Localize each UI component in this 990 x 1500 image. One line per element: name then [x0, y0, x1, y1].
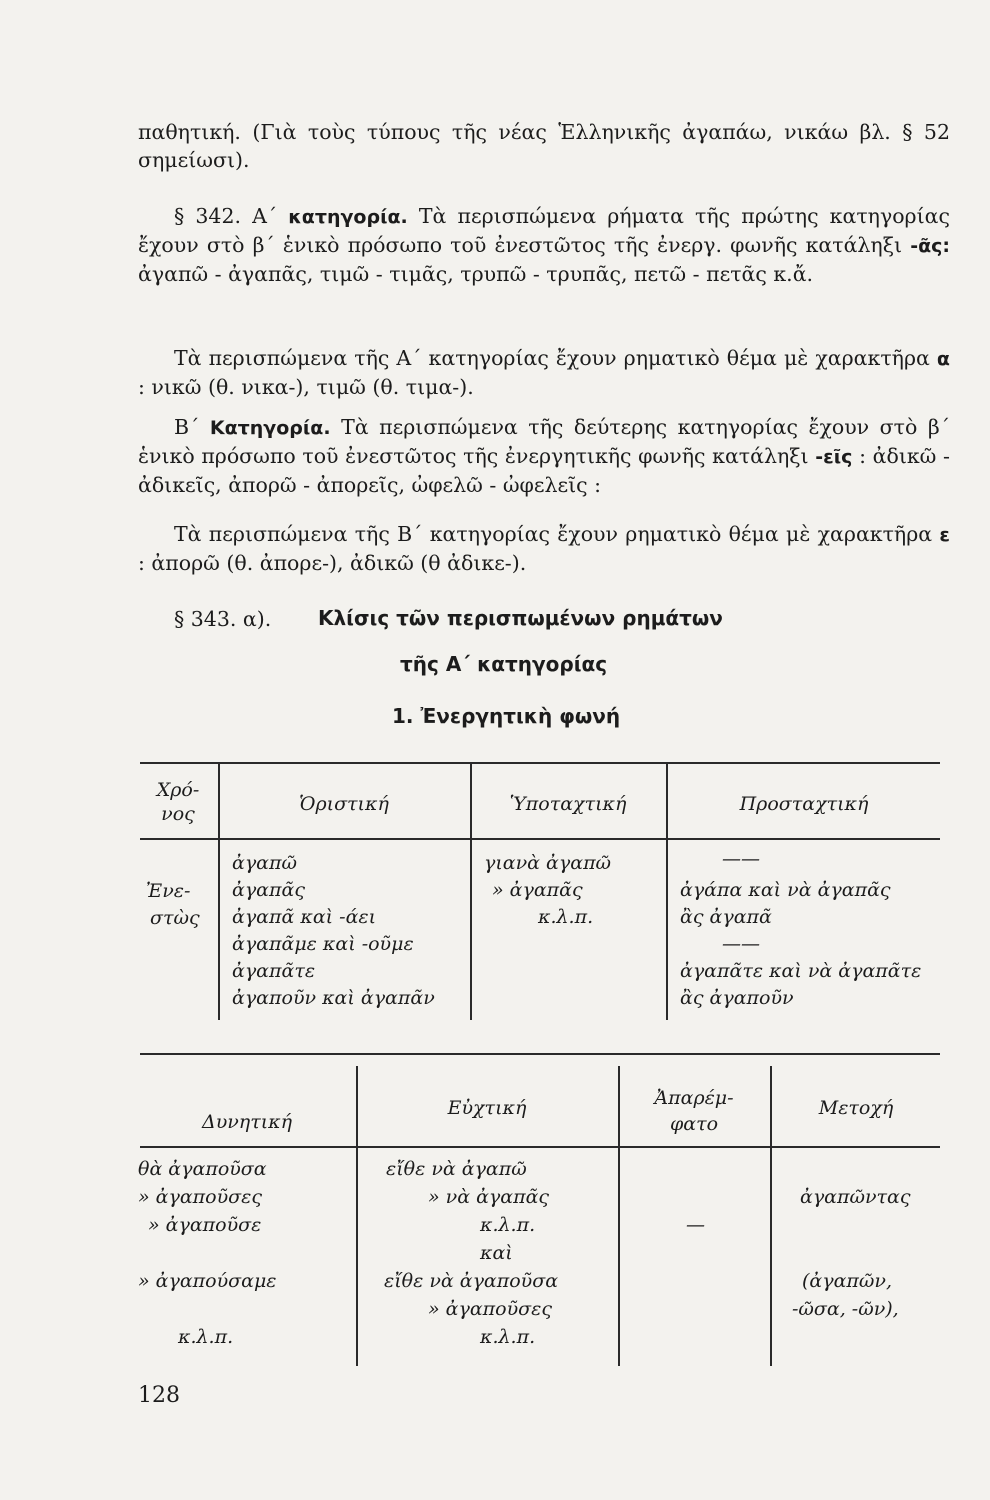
- table1-oristiki-2: ἀγαπᾶς: [232, 879, 305, 901]
- para2-bold: κατηγορία.: [288, 206, 408, 228]
- page-number: 128: [138, 1383, 180, 1408]
- table2-col-divider-2: [618, 1066, 620, 1366]
- para4-text: Τὰ περισπώμενα τῆς δεύτερης κατηγορίας ἔχουν στὸ β΄ ἑνικὸ πρόσωπο τοῦ ἐνεστῶτος τῆς ἐνεργητικῆς φωνῆς κατάληξι: [138, 415, 950, 468]
- table2-header-efktiki: Εὐχτική: [447, 1097, 527, 1119]
- section-number: § 343. α).: [174, 607, 272, 631]
- section-title-line-2: τῆς Α΄ κατηγορίας: [400, 652, 608, 676]
- table1-oristiki-1: ἀγαπῶ: [232, 852, 297, 874]
- table2-aparemfato-1: —: [686, 1214, 705, 1236]
- table1-ypotaktiki-1: γιανὰ ἀγαπῶ: [484, 852, 612, 874]
- table1-prostaktiki-1: ——: [722, 848, 760, 870]
- table2-header-rule: [140, 1146, 940, 1148]
- table1-header-tense-1: Χρό-: [156, 779, 200, 801]
- table2-efktiki-3: κ.λ.π.: [480, 1214, 536, 1236]
- para4-bold: Κατηγορία.: [209, 417, 331, 439]
- para3-end: : νικῶ (θ. νικα-), τιμῶ (θ. τιμα-).: [138, 375, 474, 399]
- table1-header-oristiki: Ὁριστική: [299, 793, 389, 815]
- table2-dynitiki-1: θὰ ἀγαποῦσα: [138, 1158, 267, 1180]
- table2-efktiki-1: εἴθε νὰ ἀγαπῶ: [386, 1158, 527, 1180]
- table1-tense-2: στὼς: [150, 907, 200, 929]
- table1-prostaktiki-4: ——: [722, 933, 760, 955]
- paragraph-342: [138, 202, 950, 288]
- paragraph-5: [138, 520, 950, 577]
- table2-metochi-1: ἀγαπῶντας: [800, 1186, 911, 1208]
- para4-examples: : ἀδικῶ - ἀδικεῖς, ἀπορῶ - ἀπορεῖς, ὠφελῶ - ὠφελεῖς :: [138, 444, 950, 497]
- table1-ypotaktiki-3: κ.λ.π.: [538, 906, 594, 928]
- table2-efktiki-7: κ.λ.π.: [480, 1326, 536, 1348]
- table2-efktiki-5: εἴθε νὰ ἀγαποῦσα: [384, 1270, 559, 1292]
- table1-oristiki-6: ἀγαποῦν καὶ ἀγαπᾶν: [232, 987, 435, 1009]
- para4-ending: -εῖς: [815, 446, 853, 468]
- paragraph-1: [138, 118, 950, 174]
- table1-tense-1: Ἐνε-: [146, 880, 191, 902]
- para1-text: παθητική. (Γιὰ τοὺς τύπους τῆς νέας Ἑλληνικῆς ἀγαπάω, νικάω βλ. § 52 σημείωσι).: [138, 120, 950, 172]
- table2-efktiki-2: » νὰ ἀγαπᾶς: [428, 1186, 550, 1208]
- table1-prostaktiki-2: ἀγάπα καὶ νὰ ἀγαπᾶς: [680, 879, 891, 901]
- table2-dynitiki-4: » ἀγαπούσαμε: [138, 1270, 277, 1292]
- table1-header-ypotaktiki: Ὑποταχτική: [509, 793, 627, 815]
- table2-metochi-2: (ἀγαπῶν,: [802, 1270, 892, 1292]
- para2-ending: -ᾶς:: [910, 235, 950, 257]
- table1-oristiki-4: ἀγαπᾶμε καὶ -οῦμε: [232, 933, 414, 955]
- table2-top-rule: [140, 1053, 940, 1055]
- para5-bold: ε: [939, 524, 950, 546]
- table1-header-rule: [140, 838, 940, 840]
- table2-dynitiki-2: » ἀγαποῦσες: [138, 1186, 262, 1208]
- para2-lead: § 342. Α΄: [174, 204, 278, 228]
- para3-bold: α: [936, 348, 950, 370]
- para5-end: : ἀπορῶ (θ. ἀπορε-), ἀδικῶ (θ ἀδικε-).: [138, 551, 527, 575]
- table2-metochi-3: -ῶσα, -ῶν),: [792, 1298, 899, 1320]
- table2-header-aparemfato-2: φατο: [669, 1113, 719, 1135]
- table2-header-aparemfato-1: Ἀπαρέμ-: [654, 1087, 734, 1109]
- paragraph-4: [138, 413, 950, 499]
- table1-header-tense-2: νος: [161, 803, 195, 825]
- table2-dynitiki-3: » ἀγαποῦσε: [148, 1214, 262, 1236]
- table2-efktiki-4: καὶ: [480, 1242, 513, 1264]
- para2-text: Τὰ περισπώμενα ρήματα τῆς πρώτης κατηγορίας ἔχουν στὸ β΄ ἑνικὸ πρόσωπο τοῦ ἐνεστῶτος τῆς ἐνεργ. φωνῆς κατάληξι: [138, 204, 950, 257]
- table1-top-rule: [140, 762, 940, 764]
- table2-dynitiki-5: κ.λ.π.: [178, 1326, 234, 1348]
- table1-header-prostaktiki: Προσταχτική: [739, 793, 869, 815]
- section-title-line-1: Κλίσις τῶν περισπωμένων ρημάτων: [318, 606, 723, 630]
- table1-prostaktiki-5: ἀγαπᾶτε καὶ νὰ ἀγαπᾶτε: [680, 960, 922, 982]
- para2-examples: ἀγαπῶ - ἀγαπᾶς, τιμῶ - τιμᾶς, τρυπῶ - τρυπᾶς, πετῶ - πετᾶς κ.ἄ.: [138, 262, 814, 286]
- table1-oristiki-3: ἀγαπᾶ καὶ -άει: [232, 906, 377, 928]
- para4-lead: Β΄: [174, 415, 200, 439]
- paragraph-3: [138, 344, 950, 401]
- table2-header-metochi: Μετοχή: [818, 1097, 894, 1119]
- table1-prostaktiki-3: ἂς ἀγαπᾶ: [680, 906, 772, 928]
- table2-efktiki-6: » ἀγαποῦσες: [428, 1298, 552, 1320]
- table1-ypotaktiki-2: » ἀγαπᾶς: [492, 879, 583, 901]
- subheading: 1. Ἐνεργητικὴ φωνή: [392, 704, 621, 728]
- table2-header-dynitiki: Δυνητική: [201, 1111, 292, 1133]
- table1-prostaktiki-6: ἂς ἀγαποῦν: [680, 987, 794, 1009]
- para5-text: Τὰ περισπώμενα τῆς Β΄ κατηγορίας ἔχουν ρηματικὸ θέμα μὲ χαρακτῆρα: [174, 522, 933, 546]
- para3-text: Τὰ περισπώμενα τῆς Α΄ κατηγορίας ἔχουν ρηματικὸ θέμα μὲ χαρακτῆρα: [174, 346, 930, 370]
- table1-oristiki-5: ἀγαπᾶτε: [232, 960, 316, 982]
